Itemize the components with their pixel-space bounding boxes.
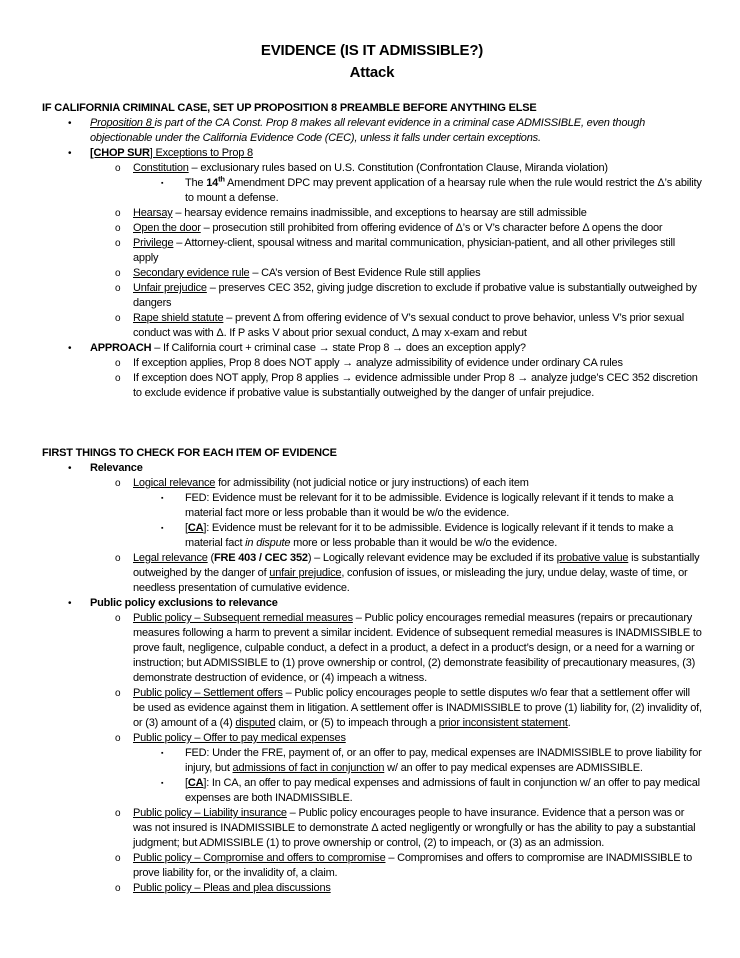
square-icon: ▪ [161, 750, 164, 757]
list-item-text: Open the door – prosecution still prohibited from offering evidence of Δ’s or V’s character before Δ opens the door [133, 222, 663, 234]
list-item [42, 236, 702, 266]
square-icon: ▪ [161, 780, 164, 787]
list-item [42, 176, 702, 206]
list-item [42, 851, 702, 881]
list-item-text: If exception applies, Prop 8 does NOT apply → analyze admissibility of evidence under ordinary CA rules [133, 357, 623, 369]
bullet-icon: • [68, 598, 72, 609]
bullet-icon: • [68, 463, 72, 474]
bullet-icon: • [68, 118, 72, 129]
blank-line [42, 401, 702, 416]
list-item-text: Rape shield statute – prevent Δ from offering evidence of V’s sexual conduct to prove behavior, unless V’s prior sexual conduct was with Δ. If P asks V about prior sexual conduct, Δ may x-exam and rebut [133, 312, 684, 339]
list-item [42, 371, 702, 401]
section-heading: FIRST THINGS TO CHECK FOR EACH ITEM OF EVIDENCE [42, 447, 337, 459]
document-body [42, 101, 702, 896]
document-title: EVIDENCE (IS IT ADMISSIBLE?) [260, 42, 484, 59]
circle-icon: o [115, 313, 121, 324]
list-item-text: Proposition 8 is part of the CA Const. Prop 8 makes all relevant evidence in a criminal case ADMISSIBLE, even though objectionable under the California Evidence Code (CEC), unless it falls under certain exceptions. [90, 117, 646, 144]
circle-icon: o [115, 208, 121, 219]
bullet-icon: • [68, 343, 72, 354]
list-item-text: Public policy exclusions to relevance [90, 597, 278, 609]
list-item [42, 596, 702, 611]
list-item-text: Legal relevance (FRE 403 / CEC 352) – Logically relevant evidence may be excluded if its probative value is substantially outweighed by the danger of unfair prejudice, confusion of issues, or misleading the jury, undue delay, waste of time, or needless presentation of cumulative evidence. [133, 552, 700, 594]
list-item [42, 881, 702, 896]
circle-icon: o [115, 283, 121, 294]
list-item-text: Public policy – Offer to pay medical expenses [133, 732, 346, 744]
circle-icon: o [115, 853, 121, 864]
list-item [42, 206, 702, 221]
list-item [42, 356, 702, 371]
list-item-text: Public policy – Pleas and plea discussions [133, 882, 331, 894]
circle-icon: o [115, 268, 121, 279]
list-item [42, 746, 702, 776]
list-item [42, 476, 702, 491]
list-item-text: Privilege – Attorney-client, spousal witness and marital communication, physician-patient, and all other privileges still apply [133, 237, 675, 264]
document-subtitle: Attack [349, 64, 395, 81]
circle-icon: o [115, 358, 121, 369]
square-icon: ▪ [161, 495, 164, 502]
list-item-text: Public policy – Settlement offers – Public policy encourages people to settle disputes w/o fear that a settlement offer will be used as evidence against them in litigation. A settlement offer is INADMISSIBLE to prove (1) liability for, (2) invalidity of, or (3) amount of a (4) disputed claim, or (5) to impeach through a prior inconsistent statement. [133, 687, 702, 729]
list-item-text: Logical relevance for admissibility (not judicial notice or jury instructions) of each item [133, 477, 529, 489]
circle-icon: o [115, 478, 121, 489]
list-item [42, 521, 702, 551]
list-item [42, 776, 702, 806]
list-item-text: Unfair prejudice – preserves CEC 352, giving judge discretion to exclude if probative value is substantially outweighed by dangers [133, 282, 697, 309]
list-item-text: FED: Evidence must be relevant for it to be admissible. Evidence is logically relevant if it tends to make a material fact more or less probable than it would be w/o the evidence. [185, 492, 674, 519]
list-item-text: Relevance [90, 462, 143, 474]
circle-icon: o [115, 223, 121, 234]
section-heading: IF CALIFORNIA CRIMINAL CASE, SET UP PROPOSITION 8 PREAMBLE BEFORE ANYTHING ELSE [42, 102, 537, 114]
list-item [42, 221, 702, 236]
circle-icon: o [115, 553, 121, 564]
circle-icon: o [115, 238, 121, 249]
list-item-text: Secondary evidence rule – CA’s version of Best Evidence Rule still applies [133, 267, 481, 279]
blank-line [42, 431, 702, 446]
list-item [42, 461, 702, 476]
square-icon: ▪ [161, 525, 164, 532]
list-item-text: APPROACH – If California court + criminal case → state Prop 8 → does an exception apply? [90, 342, 526, 354]
list-item [42, 341, 702, 356]
blank-line [42, 416, 702, 431]
list-item-text: The 14th Amendment DPC may prevent application of a hearsay rule when the rule would restrict the Δ’s ability to mount a defense. [185, 174, 702, 204]
list-item [42, 311, 702, 341]
list-item [42, 611, 702, 686]
circle-icon: o [115, 163, 121, 174]
square-icon: ▪ [161, 180, 164, 187]
list-item [42, 281, 702, 311]
circle-icon: o [115, 733, 121, 744]
list-item-text: Public policy – Liability insurance – Public policy encourages people to have insurance. Evidence that a person was or was not insured is INADMISSIBLE to demonstrate Δ acted negligently or wrongfully or has the ability to pay a substantial judgment; but ADMISSIBLE (1) to prove ownership or control, (2) to impeach, or (3) as an admission. [133, 807, 696, 849]
list-item [42, 686, 702, 731]
list-item [42, 551, 702, 596]
list-item-text: [CA]: In CA, an offer to pay medical expenses and admissions of fault in conjunction w/ an offer to pay medical expenses are both INADMISSIBLE. [185, 777, 700, 804]
list-item-text: [CHOP SUR] Exceptions to Prop 8 [90, 147, 253, 159]
circle-icon: o [115, 688, 121, 699]
list-item [42, 161, 702, 176]
circle-icon: o [115, 613, 121, 624]
list-item [42, 116, 702, 146]
circle-icon: o [115, 373, 121, 384]
list-item-text: [CA]: Evidence must be relevant for it to be admissible. Evidence is logically relevant if it tends to make a material fact in dispute more or less probable than it would be w/o the evidence. [185, 522, 674, 549]
circle-icon: o [115, 808, 121, 819]
list-item-text: If exception does NOT apply, Prop 8 applies → evidence admissible under Prop 8 → analyze judge’s CEC 352 discretion to exclude evidence if probative value is substantially outweighed by the danger of unfair prejudice. [133, 372, 698, 399]
list-item [42, 491, 702, 521]
list-item [42, 731, 702, 746]
list-item [42, 146, 702, 161]
list-item-text: Public policy – Subsequent remedial measures – Public policy encourages remedial measures (repairs or precautionary measures following a harm to prevent a similar incident. Evidence of subsequent remedial measures is INADMISSIBLE to prove fault, negligence, culpable conduct, a defect in a product, a defect in a product’s design, or a need for a warning or instruction; but ADMISSIBLE to (1) prove ownership or control, (2) demonstrate feasibility of precautionary measures, (3) demonstrate destruction of evidence, or (4) impeach a witness. [133, 612, 702, 684]
list-item-text: Hearsay – hearsay evidence remains inadmissible, and exceptions to hearsay are still admissible [133, 207, 587, 219]
list-item-text: Constitution – exclusionary rules based on U.S. Constitution (Confrontation Clause, Miranda violation) [133, 162, 608, 174]
bullet-icon: • [68, 148, 72, 159]
list-item-text: Public policy – Compromise and offers to compromise – Compromises and offers to compromise are INADMISSIBLE to prove liability for, or the invalidity of, a claim. [133, 852, 692, 879]
circle-icon: o [115, 883, 121, 894]
list-item [42, 806, 702, 851]
list-item [42, 266, 702, 281]
document-title-block [42, 40, 702, 84]
list-item-text: FED: Under the FRE, payment of, or an offer to pay, medical expenses are INADMISSIBLE to prove liability for injury, but admissions of fact in conjunction w/ an offer to pay medical expenses are ADMISSIBLE. [185, 747, 702, 774]
